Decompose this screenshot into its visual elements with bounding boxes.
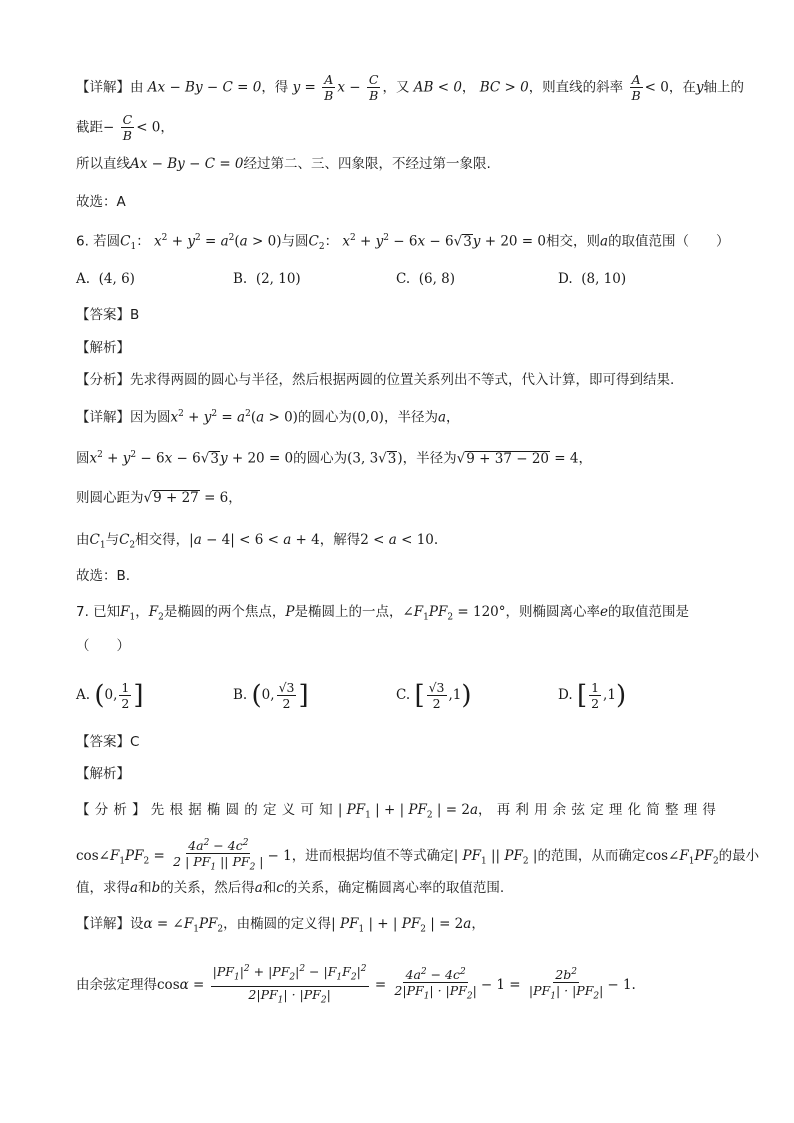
q7-option-a: A. (0, $\frac{1}{2}$ ] (76, 680, 144, 711)
q7-paren: （ ） (76, 638, 130, 654)
q6-detail-1: 【详解】因为圆$x^2 + y^2 = a^2(a > 0)$的圆心为(0,0)，半径为a， (76, 409, 460, 426)
q7-analysis-1: 【分析】先根据椭圆的定义可知| $PF_1$ | + | $PF_2$ | = 2a，再利用余弦定理化简整理得 (76, 802, 722, 821)
q7-option-b: B. (0, $\frac{√3}{2}$ ] (233, 680, 309, 711)
q6-stem: 6. 若圆$C_1$： $x^2 + y^2 = a^2(a > 0)$与圆$C_2$： $x^2 + y^2 - 6x - 6√3y + 20 = 0$相交，则a的取值范围（ ） (76, 233, 730, 253)
q6-detail-4: 由$C_1$与$C_2$相交得，|a − 4| < 6 < a + 4，解得2 < a < 10. (76, 532, 439, 551)
q7-detail-1: 【详解】设$\alpha = \angle F_1PF_2$，由椭圆的定义得| $PF_1$ | + | $PF_2$ | = 2a， (76, 916, 485, 935)
q7-stem: 7. 已知$F_1$，$F_2$是椭圆的两个焦点，P是椭圆上的一点，$\angle F_1PF_2 = 120^\circ$，则椭圆离心率e的取值范围是 (76, 604, 690, 623)
q6-detail-2: 圆$x^2 + y^2 - 6x - 6√3y + 20 = 0$的圆心为(3, 3√3)，半径为√9 + 37 − 20 = 4， (76, 450, 592, 467)
q6-option-b: B. (2, 10) (233, 271, 301, 287)
q6-answer: 【答案】B (76, 307, 140, 323)
fraction-a-b: $\frac{A}{B}$ (324, 72, 334, 103)
q7-analysis-2: $\cos\angle F_1PF_2$ = $\frac{4a^2 - 4c^2}{2 | PF_1 || PF_2 |}$ − 1，进而根据均值不等式确定| $PF_1$ || $PF_2$ |的范围，从而确定$\cos\angle F_1PF_2$的最小 (76, 838, 760, 873)
q5-choice: 故选：A (76, 194, 126, 210)
q7-option-d: D. [ $\frac{1}{2}$ ,1) (558, 680, 627, 711)
q7-option-c: C. [ $\frac{√3}{2}$ ,1) (396, 680, 472, 711)
q7-detail-2: 由余弦定理得cosα = $\frac{|PF_1|^2 + |PF_2|^2 - |F_1F_2|^2}{2|PF_1| \cdot |PF_2|}$ = $\frac{4a^2 - 4c^2}{2|PF_1| \cdot |PF_2|}$ − 1 = $\frac{2b^2}{|PF_1| \cdot |PF_2|}$ − 1. (76, 964, 636, 1006)
fraction-c-b: $\frac{C}{B}$ (368, 72, 379, 103)
q7-answer: 【答案】C (76, 734, 140, 750)
q6-option-d: D. (8, 10) (558, 271, 627, 287)
q6-option-c: C. (6, 8) (396, 271, 456, 287)
q5-conclusion-line: 所以直线Ax − By − C = 0经过第二、三、四象限，不经过第一象限. (76, 156, 491, 172)
q7-jiexi: 【解析】 (76, 766, 130, 782)
q5-detail-line: 【详解】由 Ax − By − C = 0，得 y = $\frac{A}{B}$ x − $\frac{C}{B}$ ，又 AB < 0， BC > 0，则直线的斜率 $\frac{A}{B}$ < 0，在y轴上的 (76, 72, 745, 103)
q6-detail-3: 则圆心距为√9 + 27 = 6， (76, 490, 242, 506)
q7-analysis-3: 值，求得a和b的关系，然后得a和c的关系，确定椭圆离心率的取值范围. (76, 880, 505, 896)
q6-choice: 故选：B. (76, 568, 131, 584)
slope-fraction: $\frac{A}{B}$ (631, 72, 641, 103)
q6-analysis: 【分析】先求得两圆的圆心与半径，然后根据两圆的位置关系列出不等式，代入计算，即可得到结果. (76, 372, 675, 388)
q5-intercept-line: 截距− $\frac{C}{B}$ < 0， (76, 112, 174, 143)
q6-jiexi: 【解析】 (76, 340, 130, 356)
q6-option-a: A. (4, 6) (76, 271, 135, 287)
intercept-fraction: $\frac{C}{B}$ (122, 112, 133, 143)
